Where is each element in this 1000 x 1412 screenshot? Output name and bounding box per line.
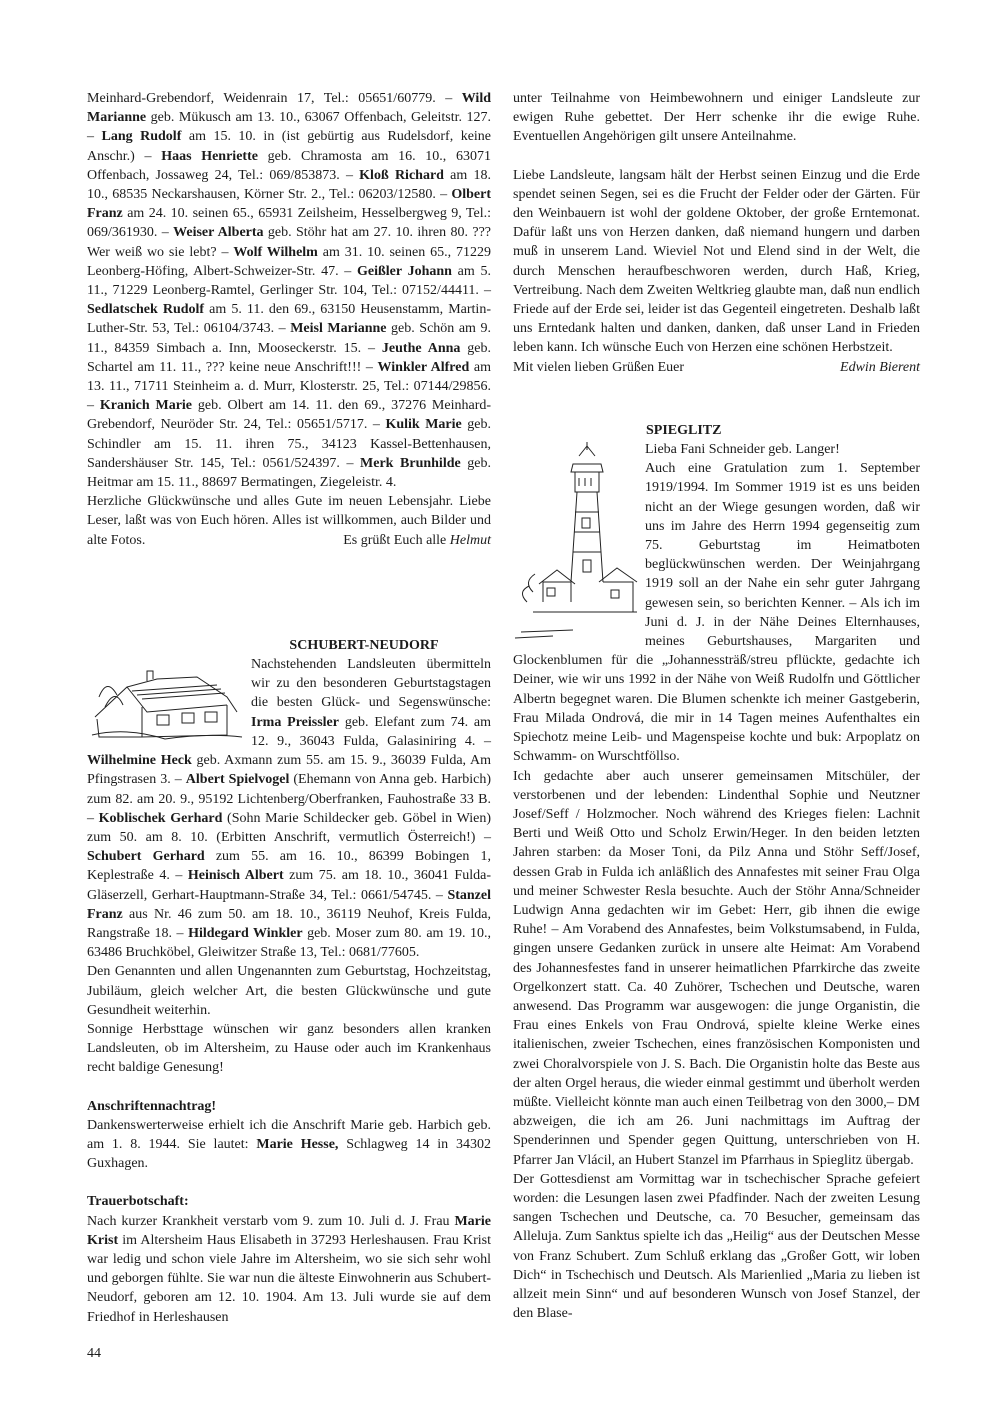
- person-details: geb. Olbert am 14. 11. den 69., 37276 Meinhard-Grebendorf, Neuröder Str. 24, Tel.: 05651/5717. –: [87, 398, 492, 433]
- spacer: [513, 147, 920, 166]
- person-name: Merk Brunhilde: [360, 455, 461, 471]
- person-name: Heinisch Albert: [187, 868, 284, 884]
- person-details: geb. Elefant zum 74. am 12. 9., 36043 Fulda, Galasiniring 4. –: [251, 714, 492, 749]
- person-details: zum 75. am 18. 10., 36041 Fulda-Gläserzell, Gerhart-Hauptmann-Straße 34, Tel.: 0661/54745. –: [87, 868, 491, 903]
- person-details: am 31. 10. seinen 65., 71229 Leonberg-Höfing, Albert-Schweizer-Str. 47. –: [87, 244, 491, 279]
- person-name: Lang Rudolf: [101, 129, 182, 145]
- person-name: Kulik Marie: [385, 417, 462, 433]
- person-name: Schubert Gerhard: [87, 849, 205, 865]
- person-details: am 18. 10., 68535 Neckarshausen, Körner Str. 2., Tel.: 06203/12580. –: [87, 167, 491, 203]
- person-name: Stanzel Franz: [87, 887, 491, 922]
- left-column: [87, 89, 491, 1327]
- herbst-body: Liebe Landsleute, langsam hält der Herbst seinen Einzug und die Erde spendet seinen Segen, sei es die Frucht der Felder oder der Gärten. Für den Weinbauern ist wohl der goldene Oktober, der große Erntemonat. Dafür laßt uns von Herzen danken, daß niemand hungern und darben muß in unserem Land. Wieviel Not und Elend sind in der Welt, die durch Menschen heraufbeschworen werden, durch Haß, Krieg, Vertreibung. Nach dem Zweiten Weltkrieg glaubte man, daß nun endlich Friede auf der Erde sei, leider ist das Gegenteil eingetreten. Deshalb laßt uns Erntedank halten und danken, danken, daß unser Land in Frieden leben kann. Ich wünsche Euch von Herzen eine schönen Herbstzeit.: [513, 167, 920, 356]
- person-name: Irma Preissler: [251, 714, 339, 730]
- person-name: Haas Henriette: [161, 148, 258, 164]
- person-name: Meisl Marianne: [290, 321, 387, 337]
- person-name: Albert Spielvogel: [185, 772, 290, 788]
- nachtrag-lead: Dankenswerterweise erhielt ich die Anschrift Marie geb. Harbich geb. am 1. 8. 1944. Sie lautet: Marie Hesse, Schlagweg 14 in 34302 Guxhagen.: [87, 1117, 491, 1172]
- anschriftennachtrag-text: [87, 1116, 491, 1174]
- herbst-text: [513, 166, 920, 358]
- birthday-list-intro: [87, 89, 491, 492]
- spieglitz-salutation: Lieba Fani Schneider geb. Langer!: [645, 442, 840, 458]
- person-details: Schlagweg 14 in 34302 Guxhagen.: [87, 1136, 491, 1172]
- spacer: [87, 550, 491, 636]
- page-number: 44: [87, 1346, 101, 1361]
- person-name: Winkler Alfred: [377, 359, 470, 375]
- trauer-continuation: unter Teilnahme von Heimbewohnern und einiger Landsleute zur ewigen Ruhe gebettet. Der Herr schenke ihr die ewige Ruhe. Eventuellen Angehörigen gilt unsere Anteilnahme.: [513, 91, 920, 145]
- right-column: [513, 89, 920, 1323]
- schubert-intro: Nachstehenden Landsleuten übermitteln wir zu den besonderen Geburtstagstagen die besten Glück- und Segenswünsche: Irma Preissler geb. Elefant zum 74. am 12. 9., 36043 Fulda, Galasiniring 4. – Wilhelmine Heck geb. Axmann zum 55. am 15. 9., 36039 Fulda, Am Pfingstrasen 3. – Albert Spielvogel (Ehemann von Anna geb. Harbich) zum 82. am 20. 9., 95192 Lichtenberg/Oberfranken, Fauhostraße 33 B. – Koblischek Gerhard (Sohn Marie Schildecker geb. Göbel in Wien) zum 50. am 8. 10. (Erbitten Anschrift, vermutlich Österreich!) – Schubert Gerhard zum 55. am 16. 10., 86399 Bobingen 1, Keplestraße 4. – Heinisch Albert zum 75. am 18. 10., 36041 Fulda-Gläserzell, Gerhart-Hauptmann-Straße 34, Tel.: 0661/54745. – Stanzel Franz aus Nr. 46 zum 50. am 18. 10., 36119 Neuhof, Kreis Fulda, Rangstraße 18. – Hildegard Winkler geb. Moser zum 80. am 19. 10., 63486 Bruchköbel, Gleiwitzer Straße 13, Tel.: 0681/77605.: [87, 657, 492, 961]
- spacer: [513, 377, 920, 421]
- person-details: im Altersheim Haus Elisabeth in 37293 Herleshausen. Frau Krist war ledig und schon viele Jahre im Altersheim, wo sie sich sehr wohl und geborgen fühlte. Sie war nun die älteste Einwohnerin aus Schubert-Neudorf, geboren am 12. 10. 1904. Am 13. Juli wurde sie auf dem Friedhof in Herleshausen: [87, 1232, 491, 1325]
- schubert-neudorf-heading: SCHUBERT-NEUDORF: [289, 637, 439, 653]
- greeting-sign-name: Helmut: [449, 532, 491, 548]
- person-details: geb. Heitmar am 15. 11., 88697 Bermatingen, Ziegeleistr. 4.: [87, 455, 491, 491]
- person-name: Hildegard Winkler: [188, 925, 303, 941]
- person-name: Kloß Richard: [359, 167, 444, 183]
- person-details: geb. Moser zum 80. am 19. 10., 63486 Bruchköbel, Gleiwitzer Straße 13, Tel.: 0681/77605.: [87, 925, 491, 961]
- person-details: geb. Stöhr hat am 27. 10. ihren 80. ??? Wer weiß wo sie lebt? –: [87, 225, 492, 260]
- farmhouse-illustration-icon: [87, 657, 243, 741]
- spieglitz-heading: SPIEGLITZ: [646, 422, 722, 438]
- schubert-section: [87, 655, 491, 1077]
- greeting-body: Herzliche Glückwünsche und alles Gute im neuen Lebensjahr. Liebe Leser, laßt was von Euch hören. Alles ist willkommen, auch Bilder und alte Fotos.: [87, 494, 491, 548]
- anschriftennachtrag-heading: Anschriftennachtrag!: [87, 1098, 217, 1114]
- person-details: (Sohn Marie Schildecker geb. Göbel in Wien) zum 50. am 8. 10. (Erbitten Anschrift, vermutlich Österreich!) –: [87, 810, 491, 845]
- person-details: geb. Schindler am 15. 11. ihren 75., 34123 Kassel-Bettenhausen, Sandershäuser Str. 145, Tel.: 0561/524397. –: [87, 417, 492, 471]
- person-name: Marie Krist: [87, 1213, 491, 1248]
- person-name: Sedlatschek Rudolf: [87, 302, 205, 318]
- person-name: Wolf Wilhelm: [233, 244, 318, 260]
- trauerbotschaft-text: [87, 1212, 491, 1327]
- person-name: Geißler Johann: [357, 263, 452, 279]
- person-details: am 24. 10. seinen 65., 65931 Zeilsheim, Hesselbergweg 9, Tel.: 069/361930. –: [87, 206, 491, 241]
- spacer: [87, 1078, 491, 1097]
- person-details: am 15. 10. in (ist gebürtig aus Rudelsdorf, keine Anschr.) –: [87, 129, 492, 164]
- person-name: Koblischek Gerhard: [98, 810, 223, 826]
- spacer: [87, 1173, 491, 1192]
- person-details: am 13. 11., 71711 Steinheim a. d. Murr, Klosterstr. 25, Tel.: 07144/29856. –: [87, 359, 491, 414]
- person-details: geb. Schartel am 11. 11., ??? keine neue Anschrift!!! –: [87, 340, 491, 375]
- spieglitz-paragraph-2: Ich gedachte aber auch unserer gemeinsamen Mitschüler, der verstorbenen und der lebenden: Lindenthal Sophie und Neutzner Josef/Seff / Holzmocher. Noch während des Krieges fielen: Lachnit Berti und Weiß Otto und Scholz Erwin/Heger. In den beiden letzten Jahren starben: da Moser Toni, da Pilz Anna und Stöhr Seff/Josef, dessen Grab in Fulda ich anläßlich des Annafestes mit seiner Frau Olga und meiner Schwester Resla besuchte. Auch der Stöhr Anna/Schneider Ludwign Anna gedachten wir im Gebet: Herr, gib ihnen die ewige Ruhe! – Am Vorabend des Annafestes, beim Volkstumsabend, in Fulda, gingen unsere Gedanken zurück in unsere alte Heimat: Am Vorabend des Johannesfestes fand in unserer heimatlichen Pfarrkirche das zweite Orgelkonzert statt. Ca. 40 Zuhörer, Tschechen und Deutsche, waren anwesend. Das Programm war ausgewogen: die junge Organistin, die Frau eines Enkels von Frau Ondrová, spielte kleine Werke eines italienischen, zweier Tschechen, eines französischen Komponisten und zwei Choralvorspiele von J. S. Bach. Die Organistin holte das Beste aus der alten Orgel heraus, die wieder einmal gestimmt und überholt werden müßte. Vielleicht könnte man auch einen Teilbetrag von den 3000,– DM abzweigen, die ich am 26. Juni nachmittags im Auftrag der Spenderinnen und Spender gegen Quittung, unterschrieben von H. Pfarrer Jan Vlácil, an Hubert Stanzel im Pfarrhaus in Spieglitz übergab.: [513, 768, 920, 1168]
- greeting-text: [87, 492, 491, 550]
- person-name: Weiser Alberta: [173, 225, 264, 241]
- herbst-sign-prefix: Mit vielen lieben Grüßen Euer: [513, 359, 685, 375]
- person-details: geb. Mükusch am 13. 10., 63067 Offenbach, Geleitstr. 127. –: [87, 110, 491, 145]
- person-details: geb. Schön am 9. 11., 84359 Simbach a. Inn, Mooseckerstr. 15. –: [87, 321, 491, 356]
- person-details: aus Nr. 46 zum 50. am 18. 10., 36119 Neuhof, Kreis Fulda, Rangstraße 18. –: [87, 906, 491, 941]
- spieglitz-paragraph-1: Auch eine Gratulation zum 1. September 1919/1994. Im Sommer 1919 ist es uns beiden nicht an der Wiege gesungen worden, daß wir uns im Jahre des Herrn 1994 gegenseitig zum 75. Geburtstag im Heimatboten beglückwünschen werden. Der Weinjahrgang 1919 soll an der Nahe ein sehr guter Jahrgang gewesen sein, so berichten Kenner. – Als ich im Juni d. J. in der Nähe Deines Elternhauses, meines Geburtshauses, Margariten und Glockenblumen für die „Johannessträß/streu pflückte, gedachte ich Deiner, wie wir uns 1992 in der Nähe von Weiß Rudolfn und Göttlicher Albertn begegnet waren. Die Blumen schenkte ich meiner Gastgeberin, Frau Milada Ondrová, die mir in 14 Tagen meines Aufenthaltes ein Spiechotz meine Leib- und Magenspeise kochte und buk: Arpoplatz on Schwamm- on Wurschtföllso.: [513, 461, 920, 765]
- person-name: Kranich Marie: [99, 398, 193, 414]
- trauerbotschaft-heading: Trauerbotschaft:: [87, 1194, 189, 1210]
- schubert-outro-1: Den Genannten und allen Ungenannten zum Geburtstag, Hochzeitstag, Jubiläum, gleich welcher Art, die besten Glückwünsche und gute Gesundheit weiterhin.: [87, 964, 491, 1018]
- intro-lead: Meinhard-Grebendorf, Weidenrain 17, Tel.: 05651/60779. – Wild Marianne geb. Mükusch am 13. 10., 63067 Offenbach, Geleitstr. 127. – Lang Rudolf am 15. 10. in (ist gebürtig aus Rudelsdorf, keine Anschr.) – Haas Henriette geb. Chramosta am 16. 10., 63071 Offenbach, Jossaweg 24, Tel.: 069/853873. – Kloß Richard am 18. 10., 68535 Neckarshausen, Körner Str. 2., Tel.: 06203/12580. – Olbert Franz am 24. 10. seinen 65., 65931 Zeilsheim, Hesselbergweg 9, Tel.: 069/361930. – Weiser Alberta geb. Stöhr hat am 27. 10. ihren 80. ??? Wer weiß wo sie lebt? – Wolf Wilhelm am 31. 10. seinen 65., 71229 Leonberg-Höfing, Albert-Schweizer-Str. 47. – Geißler Johann am 5. 11., 71229 Leonberg-Ramtel, Gerlinger Str. 104, Tel.: 07152/44411. – Sedlatschek Rudolf am 5. 11. den 69., 63150 Heusenstamm, Martin-Luther-Str. 53, Tel.: 06104/3743. – Meisl Marianne geb. Schön am 9. 11., 84359 Simbach a. Inn, Mooseckerstr. 15. – Jeuthe Anna geb. Schartel am 11. 11., ??? keine neue Anschrift!!! – Winkler Alfred am 13. 11., 71711 Steinheim a. d. Murr, Klosterstr. 25, Tel.: 07144/29856. – Kranich Marie geb. Olbert am 14. 11. den 69., 37276 Meinhard-Grebendorf, Neuröder Str. 24, Tel.: 05651/5717. – Kulik Marie geb. Schindler am 15. 11. ihren 75., 34123 Kassel-Bettenhausen, Sandershäuser Str. 145, Tel.: 0561/524397. – Merk Brunhilde geb. Heitmar am 15. 11., 88697 Bermatingen, Ziegeleistr. 4.: [87, 91, 492, 491]
- lookout-tower-illustration-icon: [513, 442, 639, 642]
- person-details: am 5. 11., 71229 Leonberg-Ramtel, Gerlinger Str. 104, Tel.: 07152/44411. –: [87, 263, 492, 299]
- person-details: geb. Chramosta am 16. 10., 63071 Offenbach, Jossaweg 24, Tel.: 069/853873. –: [87, 148, 491, 183]
- person-details: am 5. 11. den 69., 63150 Heusenstamm, Martin-Luther-Str. 53, Tel.: 06104/3743. –: [87, 302, 491, 337]
- person-name: Wild Marianne: [87, 91, 491, 126]
- herbst-sign-name: Edwin Bierent: [840, 359, 920, 375]
- schubert-outro-2: Sonnige Herbsttage wünschen wir ganz besonders allen kranken Landsleuten, ob im Altersheim, zu Hause oder auch im Krankenhaus recht baldige Genesung!: [87, 1021, 491, 1076]
- person-name: Wilhelmine Heck: [87, 753, 192, 769]
- person-name: Jeuthe Anna: [381, 340, 461, 356]
- spieglitz-paragraph-3: Der Gottesdienst am Vormittag war in tschechischer Sprache gefeiert worden: die Lesungen lasen zwei Pfadfinder. Nach der zweiten Lesung sangen Tschechen und Deutsche, ca. 70 Besucher, gemeinsam das Alleluja. Zum Sanktus spielte ich das „Heilig“ aus der Deutschen Messe von Franz Schubert. Zum Schluß erklang das „Großer Gott, wir loben Dich“ in Tschechisch und Deutsch. Als Marienlied „Maria zu lieben ist allzeit mein Sinn“ und auf besonderen Wunsch von Josef Stanzel, der den Blase-: [513, 1171, 920, 1322]
- trauer-lead: Nach kurzer Krankheit verstarb vom 9. zum 10. Juli d. J. Frau Marie Krist im Altersheim Haus Elisabeth in 37293 Herleshausen. Frau Krist war ledig und schon viele Jahre im Altersheim, wo sie sich sehr wohl und geborgen fühlte. Sie war nun die älteste Einwohnerin aus Schubert-Neudorf, geboren am 12. 10. 1904. Am 13. Juli wurde sie auf dem Friedhof in Herleshausen: [87, 1213, 491, 1325]
- herbst-signature: [513, 358, 920, 377]
- person-details: geb. Axmann zum 55. am 15. 9., 36039 Fulda, Am Pfingstrasen 3. –: [87, 753, 491, 788]
- person-details: zum 55. am 16. 10., 86399 Bobingen 1, Keplestraße 4. –: [87, 849, 491, 884]
- spieglitz-section: [513, 440, 920, 1323]
- greeting-sign-prefix: Es grüßt Euch alle: [343, 532, 447, 548]
- person-name: Marie Hesse,: [256, 1136, 339, 1152]
- person-name: Olbert Franz: [87, 187, 491, 222]
- person-details: (Ehemann von Anna geb. Harbich) zum 82. am 20. 9., 95192 Lichtenberg/Oberfranken, Fauhostraße 33 B. –: [87, 772, 492, 826]
